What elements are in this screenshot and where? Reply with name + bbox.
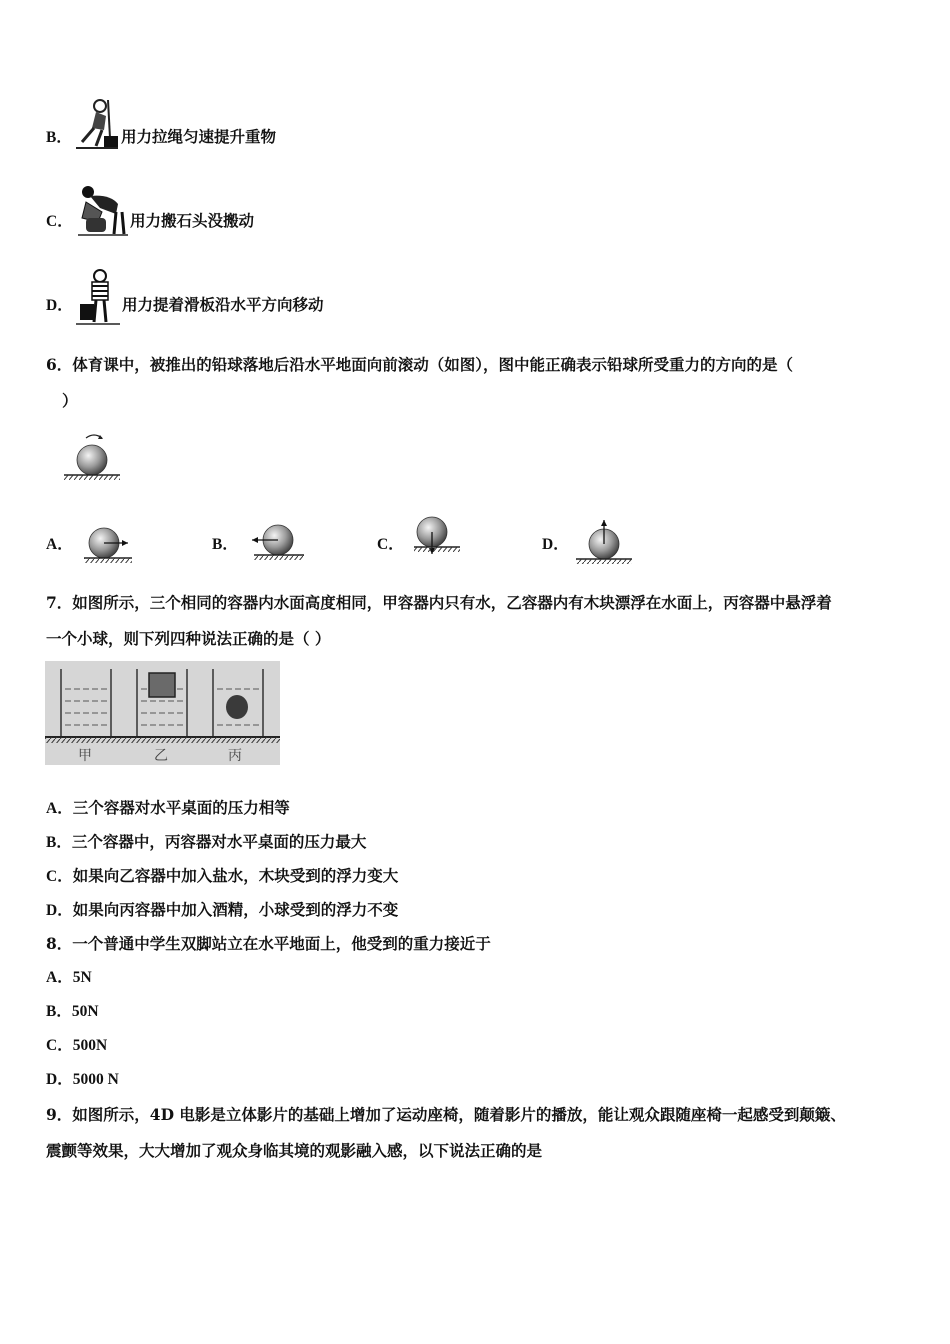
q5-option-c-text: 用力搬石头没搬动 xyxy=(130,211,255,230)
q7-option-b: B．三个容器中，丙容器对水平桌面的压力最大 xyxy=(46,832,367,851)
q5-option-d: D． xyxy=(46,297,73,314)
q9-stem-line1: 9．如图所示，4D 电影是立体影片的基础上增加了运动座椅，随着影片的播放，能让观众跟随座椅一起感受到颠簸、 xyxy=(46,1105,846,1124)
q6-option-c: C． xyxy=(377,536,404,553)
q8-option-b: B．50N xyxy=(46,1003,99,1020)
q6-stem-line1: 6．体育课中，被推出的铅球落地后沿水平地面向前滚动（如图），图中能正确表示铅球所受重力的方向的是（ xyxy=(46,355,794,374)
container-label-jia: 甲 xyxy=(78,748,92,764)
worker-lifting-weight-picture xyxy=(74,98,120,150)
q6-option-a: A． xyxy=(46,536,73,553)
q8-option-c: C．500N xyxy=(46,1037,108,1054)
q6-option-a-figure xyxy=(84,523,134,565)
q6-option-c-figure xyxy=(408,516,460,558)
q6-option-d: D． xyxy=(542,536,569,553)
q5-option-c: C． xyxy=(46,213,73,230)
container-label-bing: 丙 xyxy=(228,748,242,764)
q7-option-a: A．三个容器对水平桌面的压力相等 xyxy=(46,798,290,817)
q7-option-d: D．如果向丙容器中加入酒精，小球受到的浮力不变 xyxy=(46,900,399,919)
q9-stem-line2: 震颤等效果，大大增加了观众身临其境的观影融入感，以下说法正确的是 xyxy=(46,1141,543,1160)
q6-option-b-figure xyxy=(248,520,304,564)
q6-stem-line2: ） xyxy=(62,391,78,410)
q8-stem: 8．一个普通中学生双脚站立在水平地面上，他受到的重力接近于 xyxy=(46,934,491,953)
person-pushing-stone-picture xyxy=(76,184,128,236)
person-carrying-skateboard-picture xyxy=(76,268,120,326)
q5-option-b-text: 用力拉绳匀速提升重物 xyxy=(121,127,277,146)
three-containers-figure xyxy=(45,661,280,765)
q6-option-d-figure xyxy=(574,514,632,566)
q7-stem-line2: 一个小球，则下列四种说法正确的是（ ） xyxy=(46,629,331,648)
q8-option-a: A．5N xyxy=(46,969,92,986)
q5-option-d-text: 用力提着滑板沿水平方向移动 xyxy=(122,295,324,314)
q7-stem-line1: 7．如图所示，三个相同的容器内水面高度相同，甲容器内只有水，乙容器内有木块漂浮在水面上，丙容器中悬浮着 xyxy=(46,593,832,612)
q6-option-b: B． xyxy=(212,536,238,553)
q5-option-b: B． xyxy=(46,129,72,146)
q7-option-c: C．如果向乙容器中加入盐水，木块受到的浮力变大 xyxy=(46,866,399,885)
rolling-ball-figure xyxy=(64,432,120,482)
container-label-yi: 乙 xyxy=(154,748,168,764)
q8-option-d: D．5000 N xyxy=(46,1071,119,1088)
